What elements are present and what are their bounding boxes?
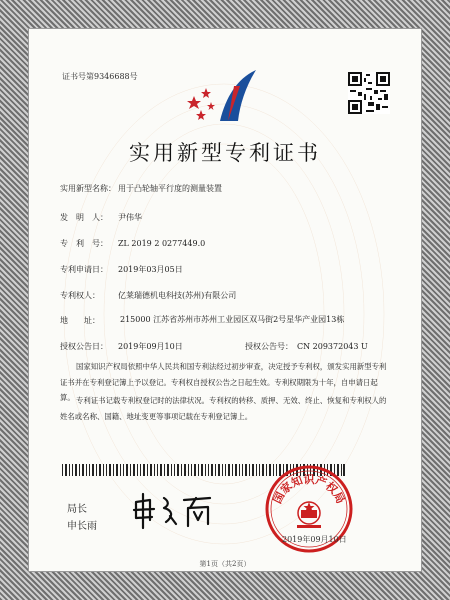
patent-office-logo [180,66,270,126]
grant-number-value: CN 209372043 U [297,342,368,351]
seal-text: 国家知识产权局 [270,473,348,506]
patent-number-value: ZL 2019 2 0277449.0 [118,239,206,248]
grant-date-value: 2019年09月10日 [118,342,183,351]
utility-model-name-label: 实用新型名称： [60,184,116,193]
patent-number-label: 专 利 号： [60,239,108,248]
patentee-label: 专利权人： [60,291,100,300]
qr-code [348,72,390,114]
patentee-value: 亿莱瑞德机电科技(苏州)有限公司 [118,291,237,300]
filing-date-value: 2019年03月05日 [118,265,183,274]
certificate-title: 实用新型专利证书 [129,141,321,165]
grant-number-row [245,341,368,352]
inventor-label: 发 明 人： [60,213,108,222]
filing-date-row [60,264,183,275]
address-label-row [60,315,118,326]
certificate-number: 证书号第9346688号 [62,72,138,81]
director-label: 局长 [67,504,87,515]
utility-model-name-value: 用于凸轮轴平行度的测量装置 [118,184,222,193]
grant-date-label: 授权公告日： [60,342,108,351]
seal-date: 2019年09月10日 [282,535,347,544]
legal-status-paragraph: 专利证书记载专利权登记时的法律状况。专利权的转移、质押、无效、终止、恢复和专利权人的姓名或名称、国籍、地址变更等事项记载在专利登记簿上。 [60,396,387,421]
inventor-value: 尹伟华 [118,213,142,222]
grant-number-label: 授权公告号： [245,342,293,351]
inventor-row [60,212,142,223]
utility-model-name-row [60,183,222,194]
patentee-row [60,290,236,301]
grant-date-row [60,341,183,352]
director-name: 申长雨 [67,521,97,532]
grant-statement-paragraph: 国家知识产权局依照中华人民共和国专利法经过初步审查，决定授予专利权，颁发实用新型专利证书并在专利登记簿上予以登记。专利权自授权公告之日起生效。专利权期限为十年，自申请日起算。 [60,362,387,402]
page-number: 第1页（共2页） [199,560,251,568]
address-label: 地 址： [60,316,100,325]
filing-date-label: 专利申请日： [60,265,108,274]
address-value: 215000 江苏省苏州市苏州工业园区双马街2号星华产业园13栋 [120,315,345,324]
patent-number-row [60,238,205,249]
director-signature [130,490,215,530]
